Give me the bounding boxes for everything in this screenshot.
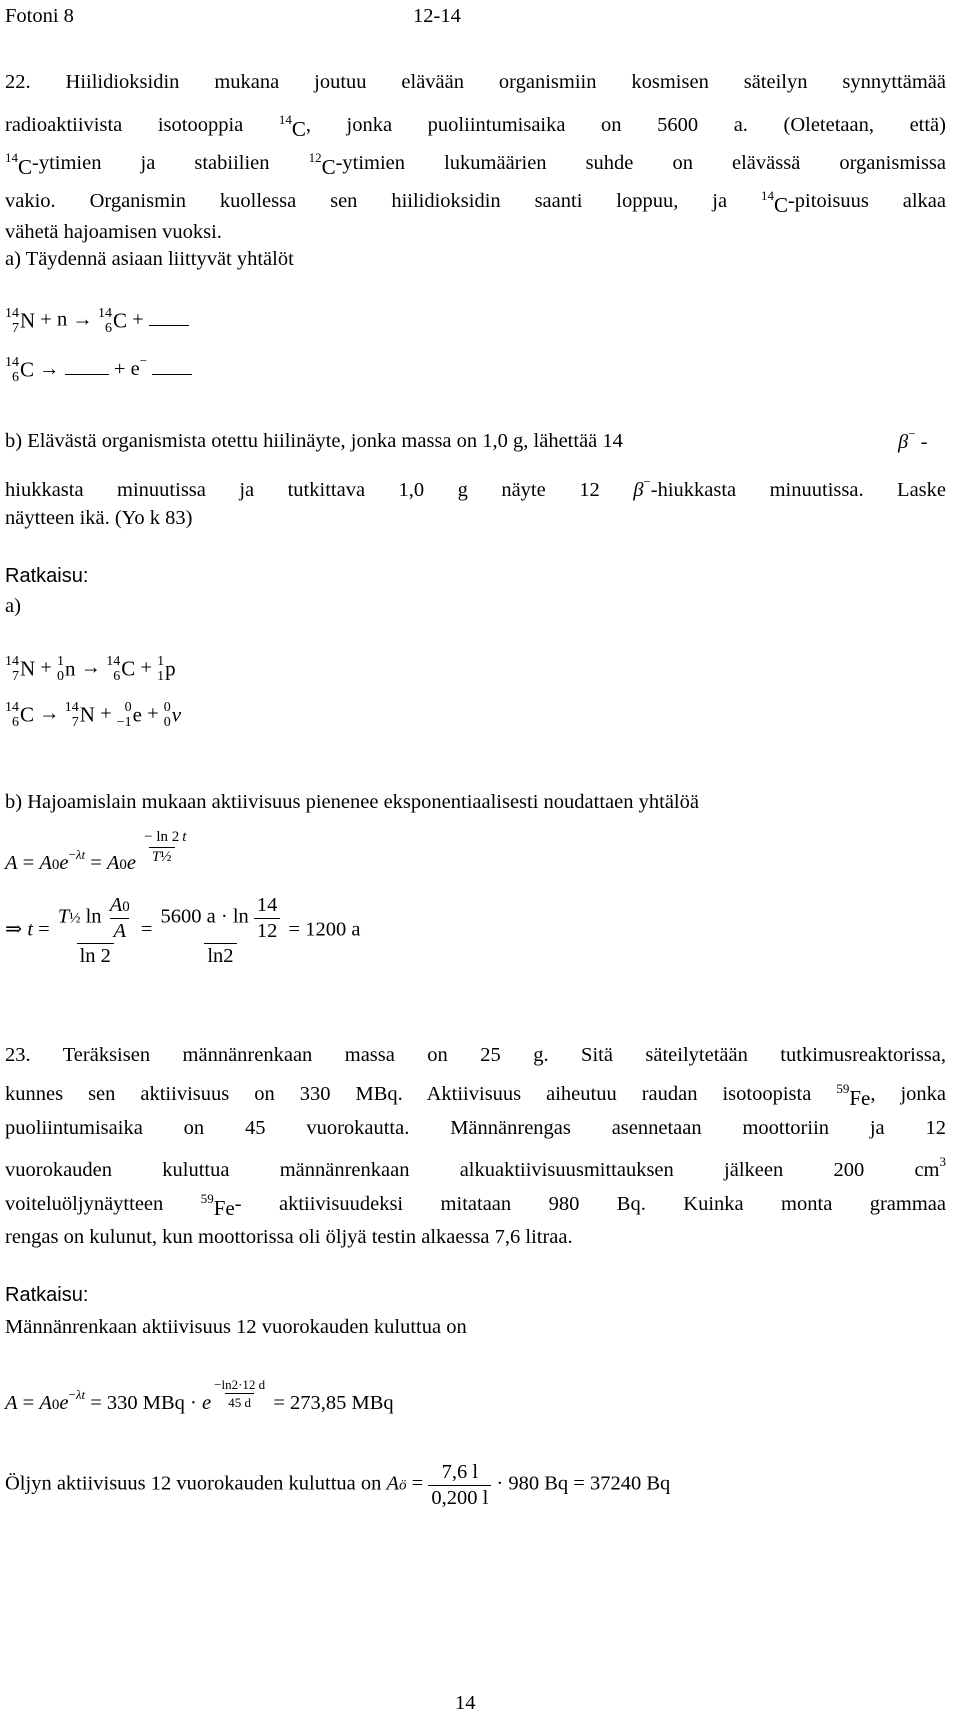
answer-blank bbox=[65, 374, 109, 375]
solution-reaction-1: 14 7 N + 1 0 n → 14 6 C + 1 1 p bbox=[5, 654, 176, 684]
decay-law-equation: $A = A0e^{-\lambda t} = A0e$ $\frac{- \ln 2}{\text{T½}}$ $^t$ bbox=[5, 829, 187, 874]
p22-part-b-1: b) Elävästä organismista otettu hiilinäyte, jonka massa on 1,0 g, lähettää 14 bbox=[5, 430, 623, 452]
answer-blank bbox=[149, 325, 189, 326]
p22-line1: 22. Hiilidioksidin mukana joutuu elävään organismiin kosmisen säteilyn synnyttämää bbox=[5, 71, 946, 93]
p22-part-a: a) Täydennä asiaan liittyvät yhtälöt bbox=[5, 248, 294, 270]
solution-a-label: a) bbox=[5, 595, 21, 617]
header-left: Fotoni 8 bbox=[5, 5, 74, 27]
solution-title-23: Ratkaisu: bbox=[5, 1284, 89, 1306]
p22-line3: $^{14}$C-ytimien ja stabiilien $^{12}$C-ytimien lukumäärien suhde on elävässä organismissa bbox=[5, 150, 947, 179]
p22-line5: vähetä hajoamisen vuoksi. bbox=[5, 221, 222, 243]
p23-line5: voiteluöljynäytteen $^{59}$Fe- aktiivisuudeksi mitataan 980 Bq. Kuinka monta grammaa bbox=[5, 1191, 946, 1220]
solution-reaction-2: 14 6 C → 14 7 N + 0 −1 e + 0 0 ν bbox=[5, 700, 182, 730]
equation-fill-1: 14 7 N + n → 14 6 C + bbox=[5, 306, 189, 336]
p22-part-b-2: hiukkasta minuutissa ja tutkittava 1,0 g näyte 12 β−-hiukkasta minuutissa. Laske bbox=[5, 474, 946, 501]
p23-line4: vuorokauden kuluttua männänrenkaan alkuaktiivisuusmittauksen jälkeen 200 $cm^3$ bbox=[5, 1154, 946, 1181]
age-equation: ⇒ t = T½ ln $\frac{A0}{A}$ ln 2 = 5600 a · ln $\frac{14}{12}$ ln2 = 1200 a bbox=[5, 894, 361, 967]
solution-b-text: b) Hajoamislain mukaan aktiivisuus pienenee eksponentiaalisesti noudattaen yhtälöä bbox=[5, 791, 699, 813]
solution-title: Ratkaisu: bbox=[5, 565, 89, 587]
p23-line1: 23. Teräksisen männänrenkaan massa on 25 g. Sitä säteilytetään tutkimusreaktorissa, bbox=[5, 1044, 946, 1066]
activity-equation: $A = A0e^{-\lambda t} = 330$ MBq · e $\frac{-\ln 2\cdot 12 d}{45 d}$ = 273,85 MBq bbox=[5, 1377, 394, 1414]
p23-line2: kunnes sen aktiivisuus on 330 MBq. Aktiivisuus aiheutuu raudan isotoopista $^{59}$Fe, jonka bbox=[5, 1081, 946, 1110]
beta-minus-symbol: β− - bbox=[898, 426, 928, 453]
header-right: 12-14 bbox=[413, 5, 461, 27]
equation-fill-2: 14 6 C → + e− bbox=[5, 354, 192, 385]
oil-activity-equation: Öljyn aktiivisuus 12 vuorokauden kuluttua on Aö = $\frac{7,6 l}{0,200 l}$ · 980 Bq = 37240 Bq bbox=[5, 1461, 671, 1509]
p23-line6: rengas on kulunut, kun moottorissa oli öljyä testin alkaessa 7,6 litraa. bbox=[5, 1226, 573, 1248]
p22-line4: vakio. Organismin kuollessa sen hiilidioksidin saanti loppuu, ja $^{14}$C-pitoisuus alkaa bbox=[5, 188, 946, 217]
p22-line2: radioaktiivista isotooppia $^{14}$C, jonka puoliintumisaika on 5600 a. (Oletetaan, että) bbox=[5, 112, 946, 141]
p22-part-b-3: näytteen ikä. (Yo k 83) bbox=[5, 507, 193, 529]
page-number: 14 bbox=[455, 1692, 476, 1714]
p23-solution-line1: Männänrenkaan aktiivisuus 12 vuorokauden kuluttua on bbox=[5, 1316, 467, 1338]
p23-line3: puoliintumisaika on 45 vuorokautta. Männänrengas asennetaan moottoriin ja 12 bbox=[5, 1117, 946, 1139]
answer-blank bbox=[152, 374, 192, 375]
